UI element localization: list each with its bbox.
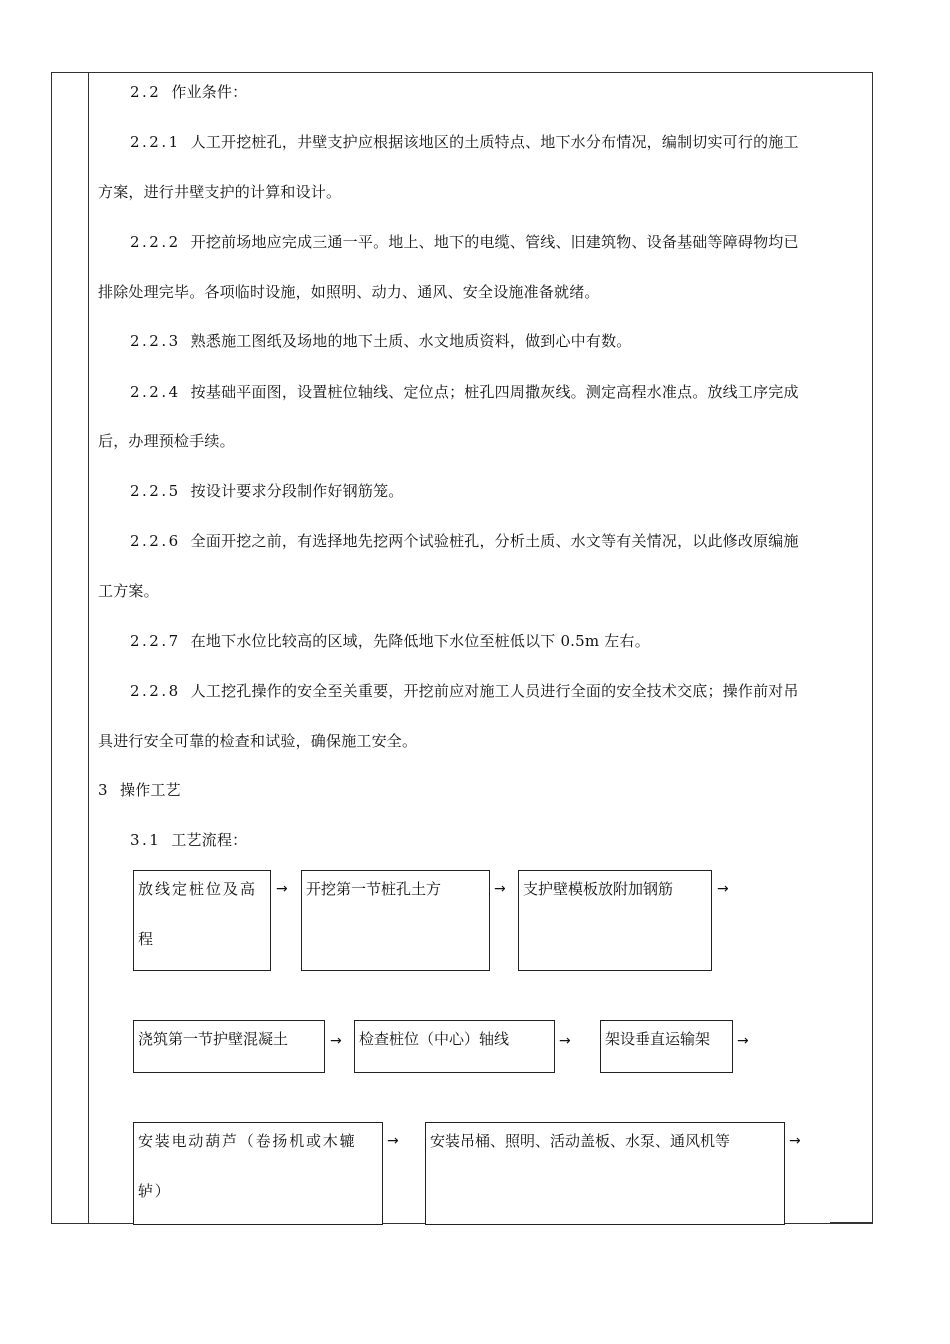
item-text: 全面开挖之前，有选择地先挖两个试验桩孔，分析土质、水文等有关情况，以此修改原编施 bbox=[190, 532, 799, 550]
flow-arrow-icon: → bbox=[789, 1133, 801, 1149]
flow-step-text-cont: 轳） bbox=[138, 1182, 172, 1200]
item-text: 按设计要求分段制作好钢筋笼。 bbox=[190, 482, 404, 500]
paragraph-2-2-4 bbox=[130, 382, 799, 402]
section-number: 2.2 bbox=[130, 83, 162, 101]
item-number: 2.2.7 bbox=[130, 632, 181, 650]
flow-step-text: 浇筑第一节护壁混凝土 bbox=[138, 1030, 289, 1048]
paragraph-2-2-8-cont: 具进行安全可靠的检查和试验，确保施工安全。 bbox=[98, 732, 418, 750]
flow-step-8 bbox=[425, 1122, 785, 1225]
section-title: 作业条件： bbox=[171, 83, 248, 101]
item-number: 2.2.1 bbox=[130, 133, 181, 151]
paragraph-2-2-2-cont: 排除处理完毕。各项临时设施，如照明、动力、通风、安全设施准备就绪。 bbox=[98, 283, 600, 301]
flow-arrow-icon: → bbox=[717, 881, 729, 897]
flow-arrow-icon: → bbox=[276, 881, 288, 897]
item-text: 按基础平面图，设置桩位轴线、定位点；桩孔四周撒灰线。测定高程水准点。放线工序完成 bbox=[190, 383, 799, 401]
paragraph-2-2-3 bbox=[130, 331, 631, 351]
item-text: 在地下水位比较高的区域，先降低地下水位至桩低以下 0.5m 左右。 bbox=[190, 632, 650, 650]
paragraph-2-2-5 bbox=[130, 481, 403, 501]
flow-arrow-icon: → bbox=[737, 1033, 749, 1049]
paragraph-2-2-1-cont: 方案，进行井壁支护的计算和设计。 bbox=[98, 183, 342, 201]
section-title: 操作工艺 bbox=[120, 781, 181, 799]
paragraph-2-2-8 bbox=[130, 681, 799, 701]
item-number: 2.2.3 bbox=[130, 332, 181, 350]
flow-arrow-icon: → bbox=[559, 1033, 571, 1049]
item-number: 2.2.2 bbox=[130, 233, 181, 251]
flow-step-1 bbox=[133, 870, 271, 971]
flow-arrow-icon: → bbox=[330, 1033, 342, 1049]
flow-step-4 bbox=[133, 1020, 325, 1073]
item-text: 人工挖孔操作的安全至关重要，开挖前应对施工人员进行全面的安全技术交底；操作前对吊 bbox=[190, 682, 799, 700]
section-heading-3 bbox=[98, 780, 181, 800]
paragraph-2-2-6-cont: 工方案。 bbox=[98, 582, 159, 600]
flow-step-text: 放线定桩位及高 bbox=[138, 880, 258, 898]
section-number: 3 bbox=[98, 781, 111, 799]
flow-step-text: 开挖第一节桩孔土方 bbox=[306, 880, 442, 898]
flow-step-text: 架设垂直运输架 bbox=[605, 1030, 711, 1048]
flow-step-2 bbox=[301, 870, 490, 971]
paragraph-2-2-1 bbox=[130, 132, 799, 152]
table-column-divider bbox=[88, 72, 89, 1224]
item-text: 开挖前场地应完成三通一平。地上、地下的电缆、管线、旧建筑物、设备基础等障碍物均已 bbox=[190, 233, 799, 251]
flow-step-text: 安装电动葫芦（卷扬机或木辘 bbox=[138, 1132, 357, 1150]
table-bottom-mark bbox=[830, 1222, 873, 1224]
paragraph-2-2-6 bbox=[130, 531, 799, 551]
item-number: 2.2.8 bbox=[130, 682, 181, 700]
flow-arrow-icon: → bbox=[494, 881, 506, 897]
flow-step-text: 检查桩位（中心）轴线 bbox=[359, 1030, 510, 1048]
paragraph-2-2-7 bbox=[130, 631, 650, 651]
flow-step-text-cont: 程 bbox=[138, 930, 156, 948]
item-text: 人工开挖桩孔，井壁支护应根据该地区的土质特点、地下水分布情况，编制切实可行的施工 bbox=[190, 133, 799, 151]
flow-step-6 bbox=[600, 1020, 733, 1073]
paragraph-2-2-2 bbox=[130, 232, 799, 252]
flow-step-text: 支护壁模板放附加钢筋 bbox=[523, 880, 674, 898]
paragraph-2-2-4-cont: 后，办理预检手续。 bbox=[98, 432, 235, 450]
flow-arrow-icon: → bbox=[387, 1133, 399, 1149]
item-number: 2.2.4 bbox=[130, 383, 181, 401]
item-number: 2.2.5 bbox=[130, 482, 181, 500]
flow-step-7 bbox=[133, 1122, 383, 1225]
section-title: 工艺流程： bbox=[171, 831, 248, 849]
section-number: 3.1 bbox=[130, 831, 162, 849]
item-number: 2.2.6 bbox=[130, 532, 181, 550]
flow-step-3 bbox=[518, 870, 712, 971]
item-text: 熟悉施工图纸及场地的地下土质、水文地质资料，做到心中有数。 bbox=[190, 332, 632, 350]
flow-step-5 bbox=[354, 1020, 555, 1073]
section-heading-3-1 bbox=[130, 830, 247, 850]
section-heading-2-2 bbox=[130, 82, 247, 102]
flow-step-text: 安装吊桶、照明、活动盖板、水泵、通风机等 bbox=[430, 1132, 731, 1150]
